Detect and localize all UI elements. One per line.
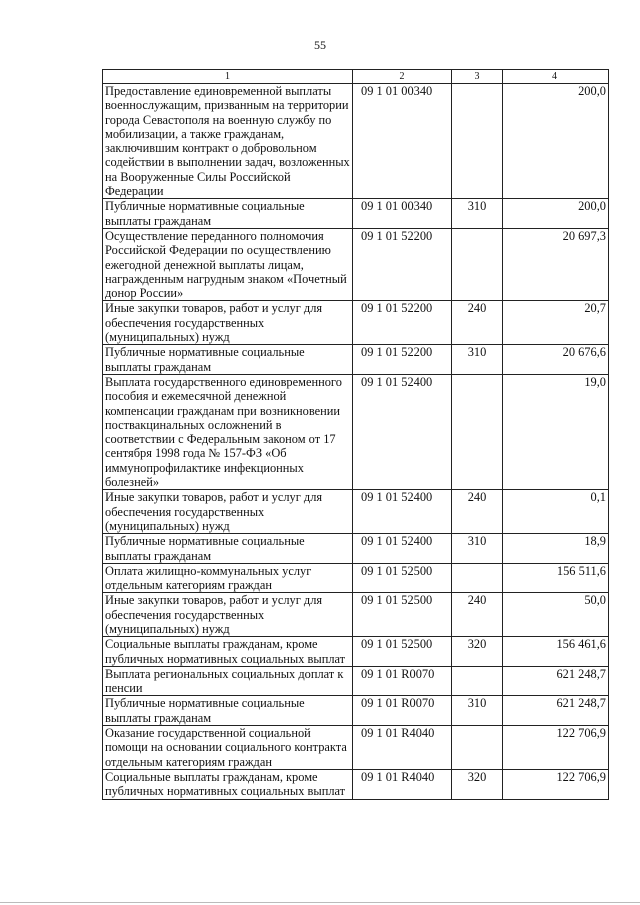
row-code: 09 1 01 52200 (353, 228, 452, 300)
row-code: 09 1 01 52500 (353, 593, 452, 637)
table-row (103, 199, 609, 229)
table-row (103, 726, 609, 770)
row-code: 09 1 01 R0070 (353, 696, 452, 726)
row-code: 09 1 01 52400 (353, 534, 452, 564)
page-edge-divider (0, 902, 640, 903)
row-sum: 19,0 (503, 374, 609, 489)
row-type (452, 726, 503, 770)
row-code: 09 1 01 00340 (353, 84, 452, 199)
table-row (103, 666, 609, 696)
row-code: 09 1 01 52400 (353, 490, 452, 534)
row-sum: 156 511,6 (503, 563, 609, 593)
row-sum: 621 248,7 (503, 666, 609, 696)
row-name: Выплата государственного единовременного пособия и ежемесячной денежной компенсации гражданам при возникновении поствакцинальных осложнений в соответствии с Федеральным законом от 17 сентября 1998 года № 157-ФЗ «Об иммунопрофилактике инфекционных болезней» (103, 374, 353, 489)
row-name: Публичные нормативные социальные выплаты гражданам (103, 199, 353, 229)
table-row (103, 534, 609, 564)
table-row (103, 345, 609, 375)
row-name: Иные закупки товаров, работ и услуг для обеспечения государственных (муниципальных) нужд (103, 301, 353, 345)
table-row (103, 228, 609, 300)
row-name: Социальные выплаты гражданам, кроме публичных нормативных социальных выплат (103, 637, 353, 667)
row-sum: 18,9 (503, 534, 609, 564)
table-row (103, 301, 609, 345)
row-type (452, 374, 503, 489)
row-sum: 122 706,9 (503, 769, 609, 799)
table-row (103, 696, 609, 726)
table-row (103, 374, 609, 489)
row-sum: 122 706,9 (503, 726, 609, 770)
row-type (452, 84, 503, 199)
row-type: 310 (452, 199, 503, 229)
row-name: Иные закупки товаров, работ и услуг для обеспечения государственных (муниципальных) нужд (103, 490, 353, 534)
row-name: Оплата жилищно-коммунальных услуг отдельным категориям граждан (103, 563, 353, 593)
table-row (103, 563, 609, 593)
row-type (452, 228, 503, 300)
column-header-type: 3 (452, 70, 503, 84)
row-sum: 0,1 (503, 490, 609, 534)
column-header-name: 1 (103, 70, 353, 84)
row-sum: 20 676,6 (503, 345, 609, 375)
column-header-sum: 4 (503, 70, 609, 84)
table-row (103, 769, 609, 799)
budget-table (102, 69, 609, 800)
row-type: 310 (452, 534, 503, 564)
row-name: Публичные нормативные социальные выплаты гражданам (103, 345, 353, 375)
row-name: Выплата региональных социальных доплат к пенсии (103, 666, 353, 696)
table-row (103, 490, 609, 534)
row-name: Публичные нормативные социальные выплаты гражданам (103, 696, 353, 726)
row-type (452, 563, 503, 593)
row-code: 09 1 01 R4040 (353, 726, 452, 770)
row-sum: 156 461,6 (503, 637, 609, 667)
row-name: Публичные нормативные социальные выплаты гражданам (103, 534, 353, 564)
table-row (103, 637, 609, 667)
row-code: 09 1 01 52500 (353, 563, 452, 593)
row-sum: 200,0 (503, 199, 609, 229)
row-sum: 20,7 (503, 301, 609, 345)
row-type: 320 (452, 637, 503, 667)
row-code: 09 1 01 52500 (353, 637, 452, 667)
row-code: 09 1 01 R4040 (353, 769, 452, 799)
row-code: 09 1 01 R0070 (353, 666, 452, 696)
page-number: 55 (314, 38, 326, 52)
row-name: Предоставление единовременной выплаты военнослужащим, призванным на территории города Севастополя на военную службу по мобилизации, а также гражданам, заключившим контракт о добровольном содействии в выполнении задач, возложенных на Вооруженные Силы Российской Федерации (103, 84, 353, 199)
column-header-code: 2 (353, 70, 452, 84)
row-sum: 20 697,3 (503, 228, 609, 300)
row-sum: 200,0 (503, 84, 609, 199)
row-type (452, 666, 503, 696)
header-row (103, 70, 609, 84)
row-code: 09 1 01 52400 (353, 374, 452, 489)
row-type: 240 (452, 301, 503, 345)
row-type: 240 (452, 490, 503, 534)
table-row (103, 84, 609, 199)
row-type: 310 (452, 696, 503, 726)
row-code: 09 1 01 52200 (353, 301, 452, 345)
row-type: 240 (452, 593, 503, 637)
row-sum: 50,0 (503, 593, 609, 637)
row-name: Социальные выплаты гражданам, кроме публичных нормативных социальных выплат (103, 769, 353, 799)
row-sum: 621 248,7 (503, 696, 609, 726)
row-code: 09 1 01 00340 (353, 199, 452, 229)
row-code: 09 1 01 52200 (353, 345, 452, 375)
row-name: Оказание государственной социальной помощи на основании социального контракта отдельным категориям граждан (103, 726, 353, 770)
row-name: Иные закупки товаров, работ и услуг для обеспечения государственных (муниципальных) нужд (103, 593, 353, 637)
row-type: 310 (452, 345, 503, 375)
row-type: 320 (452, 769, 503, 799)
row-name: Осуществление переданного полномочия Российской Федерации по осуществлению ежегодной денежной выплаты лицам, награжденным нагрудным знаком «Почетный донор России» (103, 228, 353, 300)
table-row (103, 593, 609, 637)
